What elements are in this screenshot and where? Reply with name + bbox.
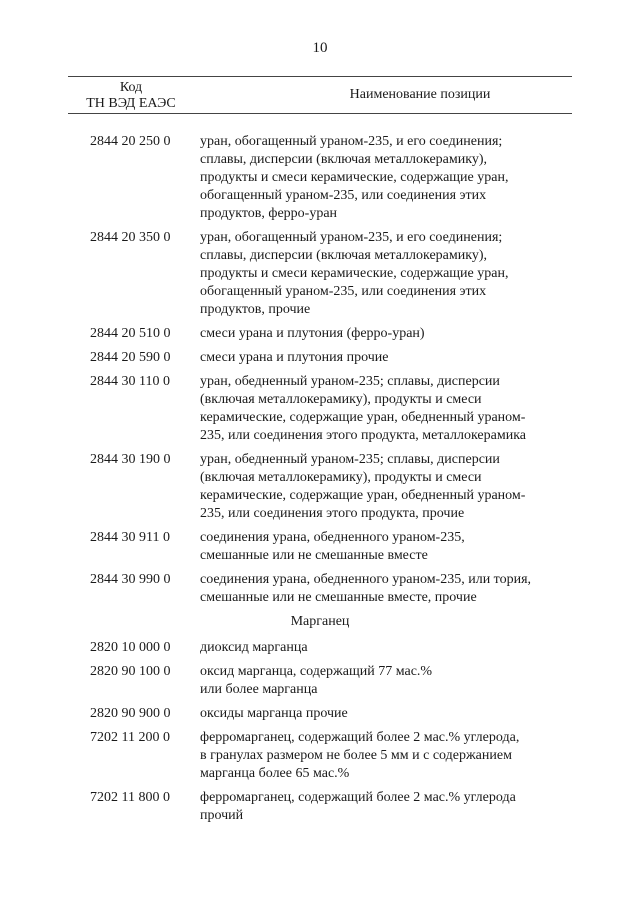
description-line: керамические, содержащие уран, обедненный ураном- [200, 410, 526, 425]
row-code: 2844 20 350 0 [90, 230, 171, 245]
row-description [200, 133, 570, 223]
description-line: продукты и смеси керамические, содержащие уран, [200, 266, 509, 281]
description-line: смеси урана и плутония прочие [200, 350, 389, 365]
row-description [200, 229, 570, 319]
description-line: уран, обогащенный ураном-235, и его соединения; [200, 134, 503, 149]
description-line: оксиды марганца прочие [200, 706, 348, 721]
row-code: 2844 30 911 0 [90, 530, 170, 545]
description-line: продукты и смеси керамические, содержащие уран, [200, 170, 509, 185]
row-description [200, 729, 570, 783]
table-row [0, 639, 640, 657]
description-line: 235, или соединения этого продукта, металлокерамика [200, 428, 527, 443]
row-code: 7202 11 200 0 [90, 730, 170, 745]
header-code-line1: Код [119, 80, 143, 95]
row-description [200, 349, 570, 367]
description-line: соединения урана, обедненного ураном-235, или тория, [200, 572, 532, 587]
row-code: 2844 20 250 0 [90, 134, 171, 149]
row-code: 7202 11 800 0 [90, 790, 170, 805]
row-code: 2844 30 190 0 [90, 452, 171, 467]
table-row [0, 529, 640, 565]
description-line: соединения урана, обедненного ураном-235, [200, 530, 465, 545]
table-row [0, 133, 640, 223]
description-line: керамические, содержащие уран, обедненный ураном- [200, 488, 526, 503]
row-description [200, 529, 570, 565]
row-code: 2820 90 900 0 [90, 706, 171, 721]
row-code: 2844 20 590 0 [90, 350, 171, 365]
description-line: в гранулах размером не более 5 мм и с содержанием [200, 748, 512, 763]
row-description [200, 571, 570, 607]
row-description [200, 639, 570, 657]
table-row [0, 789, 640, 825]
description-line: ферромарганец, содержащий более 2 мас.% углерода, [200, 730, 520, 745]
description-line: смешанные или не смешанные вместе [200, 548, 428, 563]
description-line: сплавы, дисперсии (включая металлокерамику), [200, 248, 488, 263]
table-row [0, 349, 640, 367]
row-code: 2844 30 990 0 [90, 572, 171, 587]
row-description [200, 373, 570, 445]
description-line: уран, обогащенный ураном-235, и его соединения; [200, 230, 503, 245]
description-line: продуктов, ферро-уран [200, 206, 338, 221]
description-line: (включая металлокерамику), продукты и смеси [200, 392, 482, 407]
description-line: оксид марганца, содержащий 77 мас.% [200, 664, 433, 679]
description-line: уран, обедненный ураном-235; сплавы, дисперсии [200, 452, 500, 467]
table-body [0, 133, 640, 831]
description-line: (включая металлокерамику), продукты и смеси [200, 470, 482, 485]
table-header [68, 76, 572, 114]
description-line: смеси урана и плутония (ферро-уран) [200, 326, 425, 341]
table-row [0, 663, 640, 699]
header-code-column [68, 80, 194, 112]
table-row [0, 373, 640, 445]
description-line: обогащенный ураном-235, или соединения этих [200, 188, 487, 203]
row-description [200, 705, 570, 723]
table-row [0, 451, 640, 523]
description-line: ферромарганец, содержащий более 2 мас.% углерода [200, 790, 516, 805]
row-code: 2844 30 110 0 [90, 374, 170, 389]
description-line: прочий [200, 808, 244, 823]
row-code: 2820 90 100 0 [90, 664, 171, 679]
row-description [200, 451, 570, 523]
table-row [0, 571, 640, 607]
table-row [0, 325, 640, 343]
description-line: диоксид марганца [200, 640, 308, 655]
header-name-column: Наименование позиции [349, 87, 491, 102]
description-line: 235, или соединения этого продукта, прочие [200, 506, 465, 521]
description-line: или более марганца [200, 682, 318, 697]
row-description [200, 789, 570, 825]
page-number: 10 [312, 40, 328, 56]
table-row [0, 729, 640, 783]
description-line: марганца более 65 мас.% [200, 766, 350, 781]
row-description [200, 663, 570, 699]
row-code: 2844 20 510 0 [90, 326, 171, 341]
description-line: сплавы, дисперсии (включая металлокерамику), [200, 152, 488, 167]
description-line: смешанные или не смешанные вместе, прочие [200, 590, 477, 605]
table-row [0, 705, 640, 723]
description-line: обогащенный ураном-235, или соединения этих [200, 284, 487, 299]
row-code: 2820 10 000 0 [90, 640, 171, 655]
description-line: уран, обедненный ураном-235; сплавы, дисперсии [200, 374, 500, 389]
row-description [200, 325, 570, 343]
section-heading-manganese: Марганец [290, 614, 350, 629]
header-code-line2: ТН ВЭД ЕАЭС [86, 96, 176, 111]
description-line: продуктов, прочие [200, 302, 311, 317]
table-row [0, 229, 640, 319]
